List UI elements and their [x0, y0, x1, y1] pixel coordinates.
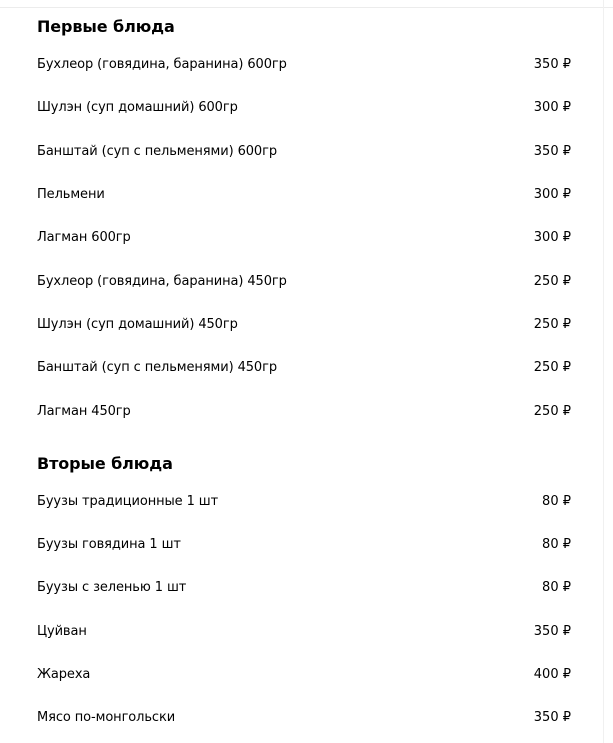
menu-item-name: Лагман 600гр [37, 230, 131, 245]
menu-item[interactable] [37, 401, 571, 423]
menu-item-price: 80 ₽ [542, 494, 571, 509]
menu-item[interactable] [37, 491, 571, 513]
menu-item[interactable] [37, 707, 571, 729]
menu-item[interactable] [37, 577, 571, 599]
menu-item-price: 350 ₽ [533, 710, 571, 725]
menu-item-price: 250 ₽ [533, 274, 571, 289]
menu-item[interactable] [37, 357, 571, 379]
menu-item[interactable] [37, 664, 571, 686]
menu-item-price: 350 ₽ [533, 144, 571, 159]
menu-item-name: Шулэн (суп домашний) 450гр [37, 317, 238, 332]
menu-item-name: Жареха [37, 667, 91, 682]
menu-item-price: 250 ₽ [533, 360, 571, 375]
menu-item[interactable] [37, 97, 571, 119]
menu-item-name: Буузы традиционные 1 шт [37, 494, 219, 509]
menu-item-name: Пельмени [37, 187, 105, 202]
menu-item[interactable] [37, 227, 571, 249]
menu-item-name: Мясо по-монгольски [37, 710, 176, 725]
menu-item[interactable] [37, 184, 571, 206]
right-edge-divider [603, 0, 604, 743]
menu-item-price: 300 ₽ [533, 187, 571, 202]
menu-item[interactable] [37, 54, 571, 76]
section-title-main-courses: Вторые блюда [37, 454, 173, 473]
menu-item-price: 250 ₽ [533, 404, 571, 419]
menu-item[interactable] [37, 621, 571, 643]
menu-item-price: 250 ₽ [533, 317, 571, 332]
menu-item-price: 350 ₽ [533, 57, 571, 72]
menu-item-name: Бухлеор (говядина, баранина) 450гр [37, 274, 287, 289]
menu-item-name: Буузы с зеленью 1 шт [37, 580, 187, 595]
menu-item-name: Шулэн (суп домашний) 600гр [37, 100, 238, 115]
menu-item-name: Бухлеор (говядина, баранина) 600гр [37, 57, 287, 72]
menu-item-price: 80 ₽ [542, 537, 571, 552]
menu-item-name: Цуйван [37, 624, 87, 639]
menu-item-price: 300 ₽ [533, 100, 571, 115]
menu-item[interactable] [37, 534, 571, 556]
top-divider [0, 7, 613, 8]
menu-item-name: Буузы говядина 1 шт [37, 537, 181, 552]
menu-item[interactable] [37, 271, 571, 293]
menu-item[interactable] [37, 314, 571, 336]
menu-item-name: Банштай (суп с пельменями) 450гр [37, 360, 277, 375]
menu-item-price: 80 ₽ [542, 580, 571, 595]
menu-item-price: 350 ₽ [533, 624, 571, 639]
menu-item[interactable] [37, 141, 571, 163]
section-title-first-courses: Первые блюда [37, 17, 175, 36]
menu-item-price: 300 ₽ [533, 230, 571, 245]
menu-item-name: Лагман 450гр [37, 404, 131, 419]
menu-item-name: Банштай (суп с пельменями) 600гр [37, 144, 277, 159]
menu-item-price: 400 ₽ [533, 667, 571, 682]
